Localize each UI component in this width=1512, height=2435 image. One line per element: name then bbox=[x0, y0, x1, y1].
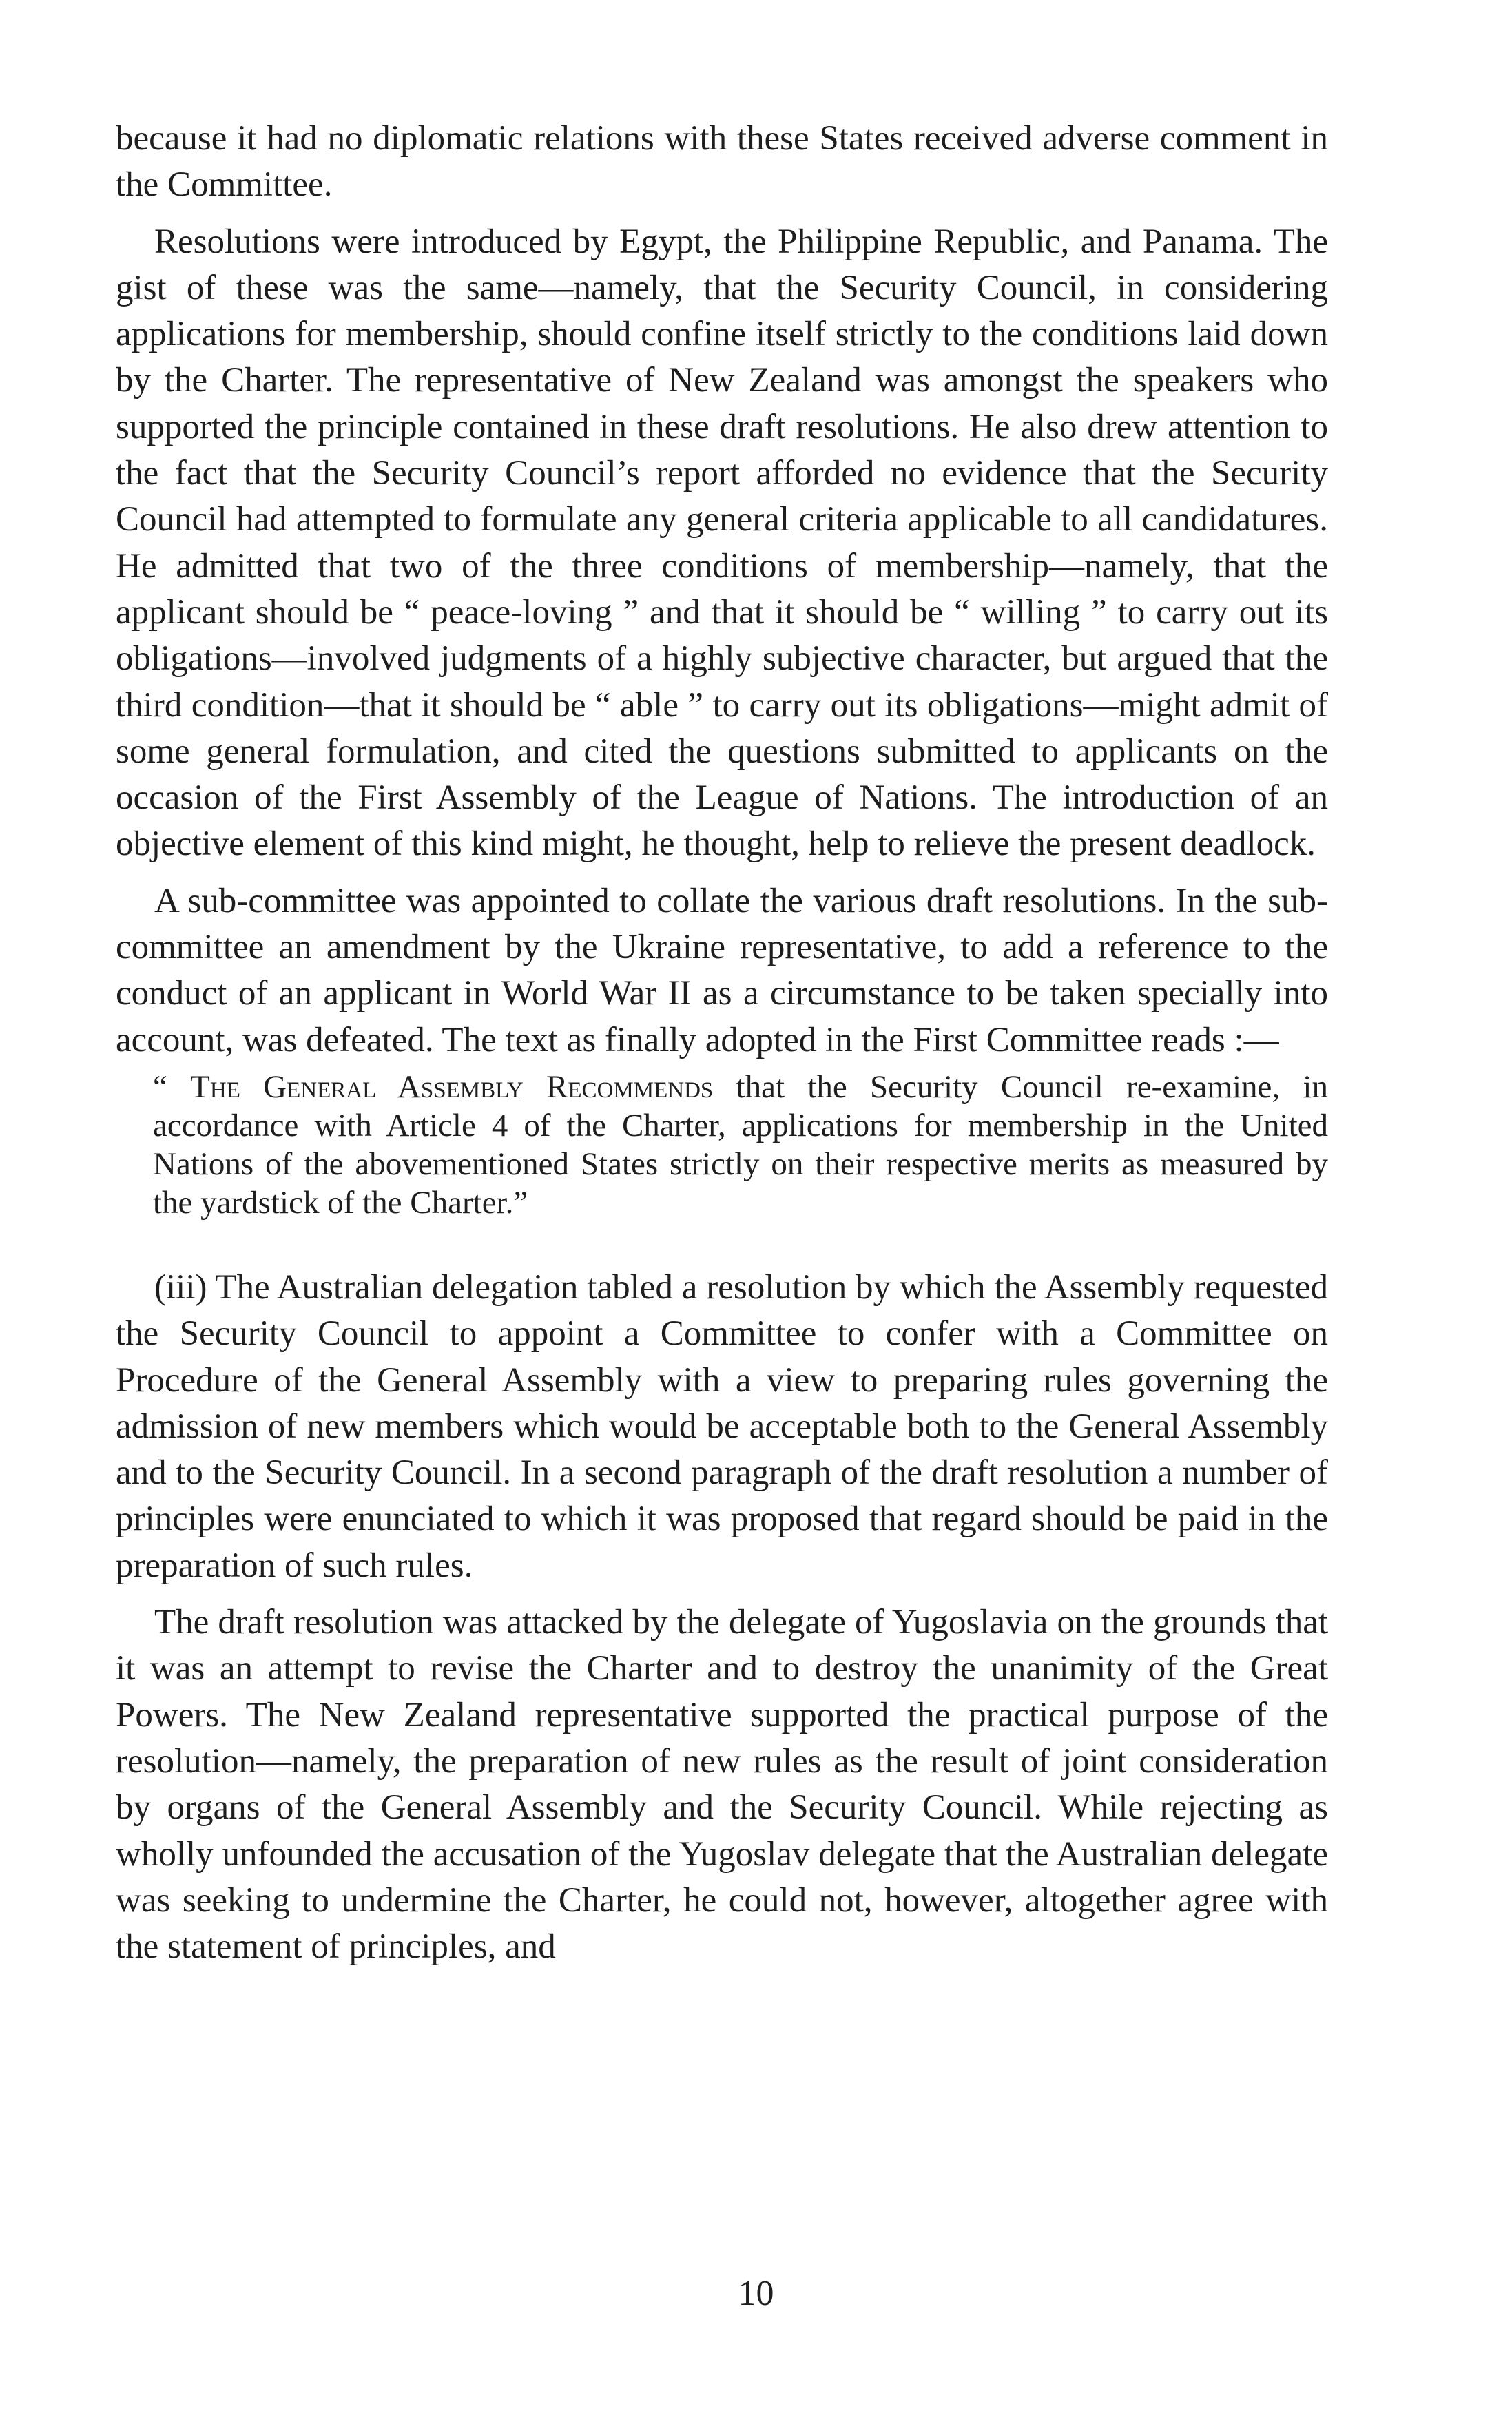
page-body bbox=[116, 116, 1328, 1970]
paragraph-draft-resolution: The draft resolution was attacked by the delegate of Yugoslavia on the grounds that it was an attempt to revise the Charter and to destroy the unanimity of the Great Powers. The New Zealand representative supported the practical purpose of the resolution—namely, the preparation of new rules as the result of joint consideration by organs of the General Assembly and the Security Council. While rejecting as wholly unfounded the accusation of the Yugoslav delegate that the Australian delegate was seeking to undermine the Charter, he could not, however, altogether agree with the statement of principles, and bbox=[116, 1603, 1328, 1967]
quote-open: “ bbox=[153, 1068, 191, 1105]
block-quote bbox=[153, 1068, 1328, 1222]
quote-small-caps: The General Assembly Recommends bbox=[190, 1068, 714, 1105]
paragraph-resolutions: Resolutions were introduced by Egypt, the Philippine Republic, and Panama. The gist of these was the same—namely, that the Security Council, in considering applications for membership, should confine itself strictly to the conditions laid down by the Charter. The representative of New Zealand was amongst the speakers who supported the principle contained in these draft resolutions. He also drew attention to the fact that the Security Council’s report afforded no evidence that the Security Council had attempted to formulate any general criteria applicable to all candidatures. He admitted that two of the three conditions of membership—namely, that the applicant should be “ peace-loving ” and that it should be “ willing ” to carry out its obligations—involved judgments of a highly subjective character, but argued that the third condition—that it should be “ able ” to carry out its obligations—might admit of some general formulation, and cited the questions submitted to applicants on the occasion of the First Assembly of the League of Nations. The introduction of an objective element of this kind might, he thought, help to relieve the present deadlock. bbox=[116, 222, 1328, 864]
paragraph-sub-committee: A sub-committee was appointed to collate the various draft resolutions. In the sub-committee an amendment by the Ukraine representative, to add a reference to the conduct of an applicant in World War II as a circumstance to be taken specially into account, was defeated. The text as finally adopted in the First Committee reads :— bbox=[116, 881, 1328, 1059]
quote-rest: that the Security Council re-examine, in accordance with Article 4 of the Charter, applications for membership in the United Nations of the abovementioned States strictly on their respective merits as measured by the yardstick of the Charter.” bbox=[153, 1068, 1328, 1221]
paragraph-continuation: because it had no diplomatic relations with these States received adverse comment in the Committee. bbox=[116, 119, 1328, 205]
page-number: 10 bbox=[738, 2274, 774, 2313]
paragraph-australian-delegation: (iii) The Australian delegation tabled a resolution by which the Assembly requested the Security Council to appoint a Committee to confer with a Committee on Procedure of the General Assembly with a view to preparing rules governing the admission of new members which would be acceptable both to the General Assembly and to the Security Council. In a second paragraph of the draft resolution a number of principles were enunciated to which it was proposed that regard should be paid in the preparation of such rules. bbox=[116, 1267, 1328, 1585]
